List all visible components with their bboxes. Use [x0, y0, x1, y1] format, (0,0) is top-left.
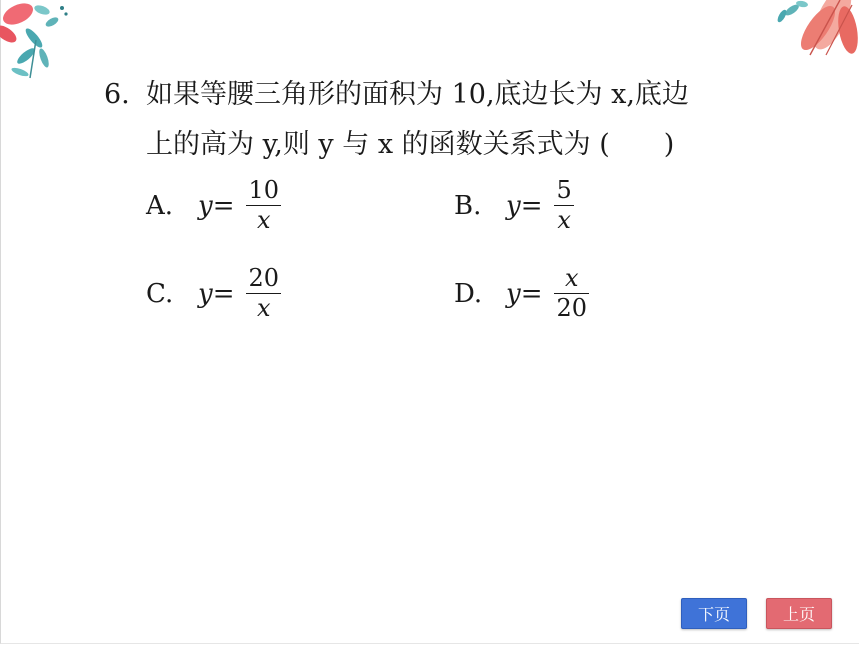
fraction-numerator: x [564, 264, 579, 292]
option-lhs: y= [198, 278, 235, 309]
option-a[interactable] [146, 178, 281, 233]
fraction-numerator: 10 [248, 176, 280, 204]
question-text-2: 上的高为 y,则 y 与 x 的函数关系式为 [146, 129, 591, 160]
option-lhs: y= [198, 190, 235, 221]
answer-blank: ( ) [599, 129, 675, 160]
option-c[interactable] [146, 266, 281, 321]
previous-page-button[interactable]: 上页 [766, 598, 832, 629]
fraction [246, 178, 281, 233]
option-lhs: y= [506, 190, 543, 221]
question-number: 6. [104, 79, 130, 110]
question-block [104, 70, 764, 170]
option-d[interactable] [454, 266, 589, 321]
fraction-numerator: 5 [556, 176, 572, 204]
next-page-button[interactable]: 下页 [681, 598, 747, 629]
question-text-1: 如果等腰三角形的面积为 10,底边长为 x,底边 [146, 79, 689, 110]
option-b[interactable] [454, 178, 574, 233]
fraction [554, 178, 573, 233]
question-line-2 [104, 120, 764, 170]
floral-leaves-icon [0, 0, 90, 90]
option-letter: D. [454, 278, 483, 309]
question-line-1 [104, 70, 764, 120]
option-letter: C. [146, 278, 174, 309]
option-lhs: y= [506, 278, 543, 309]
fraction [246, 266, 281, 321]
fraction-denominator: x [557, 206, 571, 235]
fraction-numerator: 20 [248, 264, 280, 292]
option-letter: B. [454, 190, 482, 221]
fraction-denominator: 20 [556, 294, 588, 323]
floral-leaves-icon [740, 0, 860, 70]
fraction [554, 266, 589, 321]
fraction-denominator: x [256, 206, 271, 235]
option-letter: A. [146, 190, 174, 221]
fraction-denominator: x [256, 294, 271, 323]
